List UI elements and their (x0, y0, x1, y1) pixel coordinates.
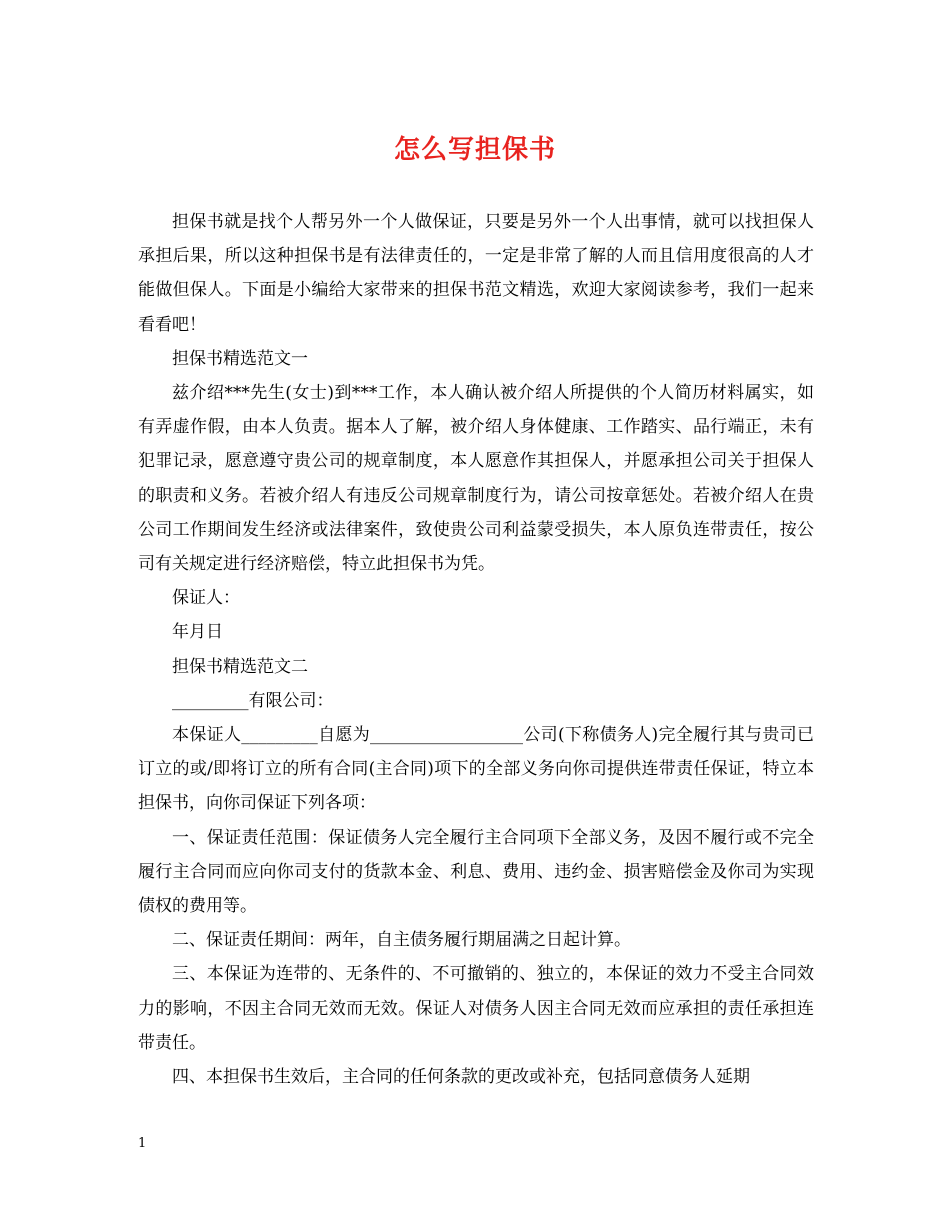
paragraph-sample-two-intro: 本保证人_________自愿为__________________公司(下称债务人)完全履行其与贵司已订立的或/即将订立的所有合同(主合同)项下的全部义务向你司提供连带责任保证，特立本担保书，向你司保证下列各项： (138, 725, 814, 814)
clause-two: 二、保证责任期间：两年，自主债务履行期届满之日起计算。 (172, 930, 631, 951)
document-title: 怎么写担保书 (393, 135, 556, 165)
date-label: 年月日 (172, 622, 223, 643)
addressee-line: _________有限公司： (172, 690, 334, 711)
page-number: 1 (138, 1136, 147, 1151)
guarantor-label: 保证人： (172, 588, 240, 609)
heading-sample-one: 担保书精选范文一 (172, 348, 308, 369)
paragraph-sample-one: 兹介绍***先生(女士)到***工作，本人确认被介绍人所提供的个人简历材料属实，如有弄虚作假，由本人负责。据本人了解，被介绍人身体健康、工作踏实、品行端正，未有犯罪记录，愿意遵守贵公司的规章制度，本人愿意作其担保人，并愿承担公司关于担保人的职责和义务。若被介绍人有违反公司规章制度行为，请公司按章惩处。若被介绍人在贵公司工作期间发生经济或法律案件，致使贵公司利益蒙受损失，本人原负连带责任，按公司有关规定进行经济赔偿，特立此担保书为凭。 (138, 383, 814, 575)
clause-three: 三、本保证为连带的、无条件的、不可撤销的、独立的，本保证的效力不受主合同效力的影响，不因主合同无效而无效。保证人对债务人因主合同无效而应承担的责任承担连带责任。 (138, 964, 814, 1053)
paragraph-intro: 担保书就是找个人帮另外一个人做保证，只要是另外一个人出事情，就可以找担保人承担后果，所以这种担保书是有法律责任的，一定是非常了解的人而且信用度很高的人才能做但保人。下面是小编给大家带来的担保书范文精选，欢迎大家阅读参考，我们一起来看看吧！ (138, 212, 814, 335)
clause-four: 四、本担保书生效后，主合同的任何条款的更改或补充，包括同意债务人延期 (172, 1067, 750, 1088)
heading-sample-two: 担保书精选范文二 (172, 656, 308, 677)
document-body (138, 205, 814, 1094)
clause-one: 一、保证责任范围：保证债务人完全履行主合同项下全部义务，及因不履行或不完全履行主合同而应向你司支付的货款本金、利息、费用、违约金、损害赔偿金及你司为实现债权的费用等。 (138, 827, 814, 917)
